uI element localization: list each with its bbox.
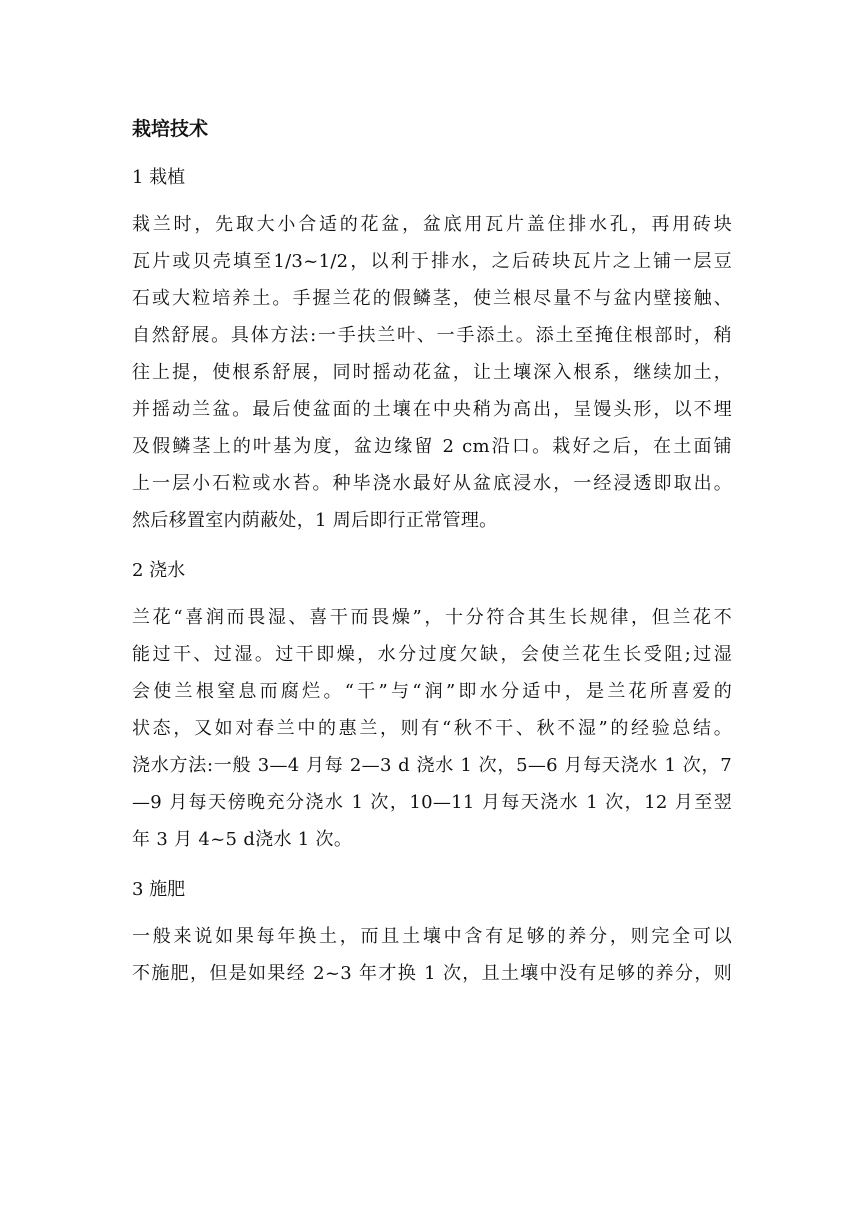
paragraph-line: 兰花“喜润而畏湿、喜干而畏燥”，十分符合其生长规律，但兰花不 [132,607,732,628]
paragraph-line: 一般来说如果每年换土，而且土壤中含有足够的养分，则完全可以 [132,926,732,947]
paragraph-line: 不施肥，但是如果经 2~3 年才换 1 次，且土壤中没有足够的养分，则 [132,963,732,984]
document-page [132,112,732,1007]
paragraph-line: 自然舒展。具体方法:一手扶兰叶、一手添土。添土至掩住根部时，稍 [132,325,732,346]
paragraph-line: 并摇动兰盆。最后使盆面的土壤在中央稍为高出，呈馒头形，以不埋 [132,399,732,420]
paragraph-line: 石或大粒培养土。手握兰花的假鳞茎，使兰根尽量不与盆内壁接触、 [132,288,732,309]
paragraph-line: 状态，又如对春兰中的惠兰，则有“秋不干、秋不湿”的经验总结。 [132,718,732,739]
section-body-watering [132,601,732,860]
paragraph-line: 瓦片或贝壳填至1/3~1/2，以利于排水，之后砖块瓦片之上铺一层豆 [132,251,732,272]
paragraph-line: 会使兰根窒息而腐烂。“干”与“润”即水分适中，是兰花所喜爱的 [132,681,732,702]
paragraph-line: 及假鳞茎上的叶基为度，盆边缘留 2 cm沿口。栽好之后，在土面铺 [132,436,732,457]
paragraph-line: 栽兰时，先取大小合适的花盆，盆底用瓦片盖住排水孔，再用砖块 [132,214,732,235]
paragraph-line: 往上提，使根系舒展，同时摇动花盆，让土壤深入根系，继续加土， [132,362,732,383]
paragraph-line: 上一层小石粒或水苔。种毕浇水最好从盆底浸水，一经浸透即取出。 [132,473,732,494]
paragraph-line: 然后移置室内荫蔽处，1 周后即行正常管理。 [132,510,498,531]
paragraph-line: 能过干、过湿。过干即燥，水分过度欠缺，会使兰花生长受阻;过湿 [132,644,732,665]
section-body-fertilizing [132,920,732,994]
paragraph-line: 浇水方法:一般 3—4 月每 2—3 d 浇水 1 次，5—6 月每天浇水 1 次，7 [132,755,732,776]
section-body-planting [132,208,732,541]
section-heading-planting: 1 栽植 [132,167,186,188]
paragraph-line: —9 月每天傍晚充分浇水 1 次，10—11 月每天浇水 1 次，12 月至翌 [132,792,732,813]
document-title: 栽培技术 [132,118,209,140]
section-heading-watering: 2 浇水 [132,560,186,581]
paragraph-line: 年 3 月 4~5 d浇水 1 次。 [132,829,353,850]
section-heading-fertilizing: 3 施肥 [132,879,186,900]
